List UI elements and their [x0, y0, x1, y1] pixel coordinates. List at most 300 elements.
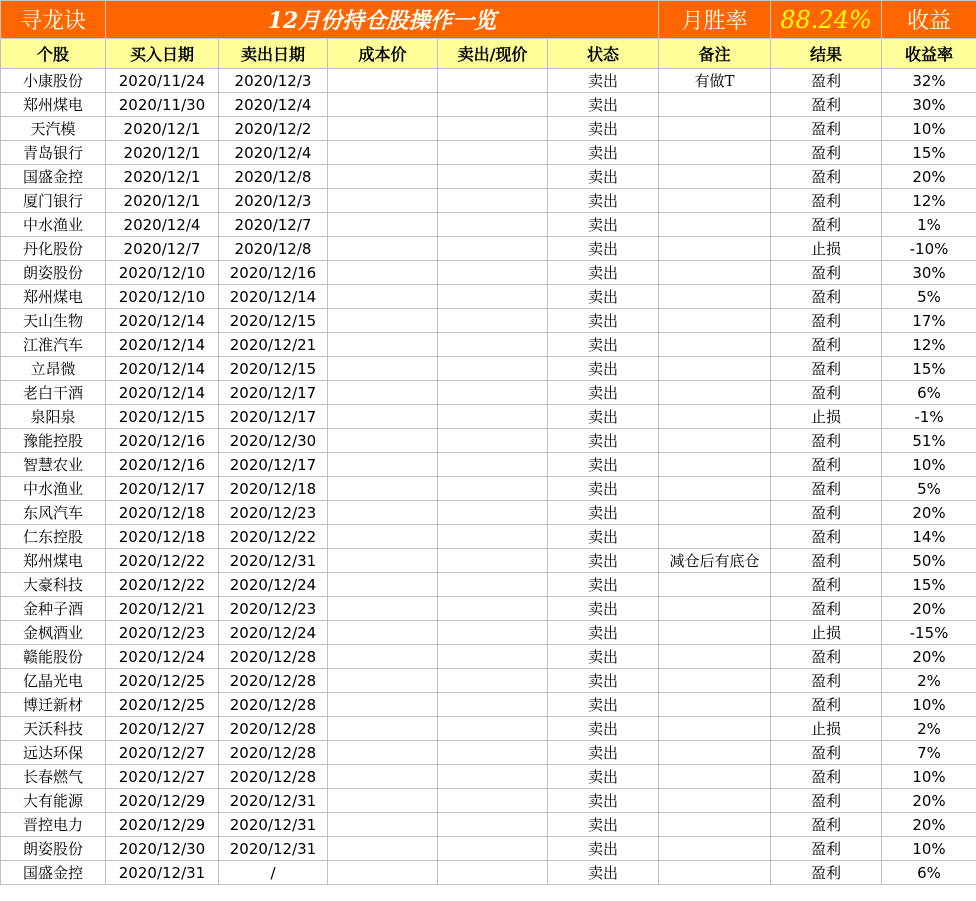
cell-stock[interactable]: 远达环保 [1, 741, 106, 765]
cell-sell-date[interactable]: 2020/12/30 [219, 429, 328, 453]
cell-stock[interactable]: 郑州煤电 [1, 549, 106, 573]
cell-result[interactable]: 盈利 [771, 549, 882, 573]
cell-stock[interactable]: 智慧农业 [1, 453, 106, 477]
cell-note[interactable] [659, 189, 771, 213]
cell-result[interactable]: 盈利 [771, 789, 882, 813]
cell-sell-date[interactable]: 2020/12/3 [219, 189, 328, 213]
cell-rate[interactable]: 30% [882, 93, 976, 117]
cell-cost[interactable] [328, 525, 438, 549]
cell-status[interactable]: 卖出 [548, 597, 659, 621]
cell-rate[interactable]: 1% [882, 213, 976, 237]
cell-rate[interactable]: 17% [882, 309, 976, 333]
cell-result[interactable]: 盈利 [771, 69, 882, 93]
cell-rate[interactable]: 10% [882, 837, 976, 861]
cell-stock[interactable]: 立昂微 [1, 357, 106, 381]
cell-rate[interactable]: 51% [882, 429, 976, 453]
cell-price[interactable] [438, 573, 548, 597]
cell-result[interactable]: 盈利 [771, 357, 882, 381]
cell-sell-date[interactable]: 2020/12/24 [219, 573, 328, 597]
cell-note[interactable] [659, 789, 771, 813]
cell-rate[interactable]: 20% [882, 813, 976, 837]
cell-buy-date[interactable]: 2020/12/14 [106, 333, 219, 357]
cell-sell-date[interactable]: 2020/12/8 [219, 237, 328, 261]
cell-note[interactable] [659, 429, 771, 453]
cell-cost[interactable] [328, 861, 438, 885]
cell-rate[interactable]: 2% [882, 669, 976, 693]
cell-status[interactable]: 卖出 [548, 549, 659, 573]
cell-note[interactable]: 减仓后有底仓 [659, 549, 771, 573]
cell-sell-date[interactable]: 2020/12/28 [219, 645, 328, 669]
cell-stock[interactable]: 国盛金控 [1, 165, 106, 189]
cell-cost[interactable] [328, 501, 438, 525]
cell-sell-date[interactable]: 2020/12/28 [219, 741, 328, 765]
cell-result[interactable]: 止损 [771, 621, 882, 645]
cell-status[interactable]: 卖出 [548, 765, 659, 789]
cell-stock[interactable]: 郑州煤电 [1, 285, 106, 309]
cell-result[interactable]: 盈利 [771, 117, 882, 141]
cell-note[interactable] [659, 213, 771, 237]
cell-note[interactable] [659, 669, 771, 693]
cell-buy-date[interactable]: 2020/12/25 [106, 669, 219, 693]
cell-sell-date[interactable]: 2020/12/31 [219, 813, 328, 837]
cell-cost[interactable] [328, 165, 438, 189]
cell-result[interactable]: 盈利 [771, 765, 882, 789]
cell-rate[interactable]: 12% [882, 189, 976, 213]
cell-sell-date[interactable]: 2020/12/4 [219, 93, 328, 117]
cell-buy-date[interactable]: 2020/12/1 [106, 189, 219, 213]
cell-status[interactable]: 卖出 [548, 309, 659, 333]
cell-status[interactable]: 卖出 [548, 285, 659, 309]
cell-stock[interactable]: 朗姿股份 [1, 261, 106, 285]
cell-sell-date[interactable]: 2020/12/31 [219, 549, 328, 573]
cell-rate[interactable]: 10% [882, 117, 976, 141]
cell-price[interactable] [438, 789, 548, 813]
cell-note[interactable] [659, 693, 771, 717]
cell-status[interactable]: 卖出 [548, 645, 659, 669]
cell-cost[interactable] [328, 261, 438, 285]
cell-status[interactable]: 卖出 [548, 693, 659, 717]
cell-cost[interactable] [328, 573, 438, 597]
cell-buy-date[interactable]: 2020/12/30 [106, 837, 219, 861]
cell-buy-date[interactable]: 2020/12/25 [106, 693, 219, 717]
cell-sell-date[interactable]: 2020/12/3 [219, 69, 328, 93]
cell-buy-date[interactable]: 2020/12/10 [106, 285, 219, 309]
cell-note[interactable] [659, 501, 771, 525]
cell-stock[interactable]: 厦门银行 [1, 189, 106, 213]
cell-cost[interactable] [328, 549, 438, 573]
cell-status[interactable]: 卖出 [548, 237, 659, 261]
cell-rate[interactable]: 50% [882, 549, 976, 573]
cell-note[interactable] [659, 237, 771, 261]
cell-status[interactable]: 卖出 [548, 333, 659, 357]
cell-buy-date[interactable]: 2020/11/24 [106, 69, 219, 93]
cell-result[interactable]: 盈利 [771, 309, 882, 333]
cell-result[interactable]: 盈利 [771, 861, 882, 885]
cell-note[interactable] [659, 333, 771, 357]
cell-price[interactable] [438, 477, 548, 501]
cell-sell-date[interactable]: 2020/12/21 [219, 333, 328, 357]
cell-status[interactable]: 卖出 [548, 69, 659, 93]
cell-note[interactable] [659, 381, 771, 405]
cell-price[interactable] [438, 597, 548, 621]
cell-stock[interactable]: 大豪科技 [1, 573, 106, 597]
cell-price[interactable] [438, 693, 548, 717]
cell-note[interactable] [659, 645, 771, 669]
cell-sell-date[interactable]: 2020/12/28 [219, 693, 328, 717]
cell-stock[interactable]: 丹化股份 [1, 237, 106, 261]
cell-result[interactable]: 盈利 [771, 453, 882, 477]
cell-note[interactable] [659, 165, 771, 189]
cell-buy-date[interactable]: 2020/12/21 [106, 597, 219, 621]
cell-stock[interactable]: 豫能控股 [1, 429, 106, 453]
cell-status[interactable]: 卖出 [548, 117, 659, 141]
cell-result[interactable]: 盈利 [771, 525, 882, 549]
cell-stock[interactable]: 博迁新材 [1, 693, 106, 717]
cell-note[interactable] [659, 741, 771, 765]
cell-status[interactable]: 卖出 [548, 717, 659, 741]
cell-cost[interactable] [328, 93, 438, 117]
cell-result[interactable]: 盈利 [771, 381, 882, 405]
cell-rate[interactable]: 20% [882, 597, 976, 621]
cell-status[interactable]: 卖出 [548, 429, 659, 453]
cell-sell-date[interactable]: 2020/12/28 [219, 765, 328, 789]
cell-cost[interactable] [328, 837, 438, 861]
cell-note[interactable] [659, 309, 771, 333]
cell-sell-date[interactable]: 2020/12/31 [219, 789, 328, 813]
cell-cost[interactable] [328, 333, 438, 357]
cell-buy-date[interactable]: 2020/12/18 [106, 501, 219, 525]
cell-note[interactable] [659, 93, 771, 117]
cell-result[interactable]: 盈利 [771, 261, 882, 285]
cell-note[interactable] [659, 765, 771, 789]
cell-note[interactable] [659, 717, 771, 741]
cell-price[interactable] [438, 261, 548, 285]
cell-buy-date[interactable]: 2020/12/1 [106, 165, 219, 189]
cell-result[interactable]: 盈利 [771, 669, 882, 693]
cell-cost[interactable] [328, 765, 438, 789]
cell-buy-date[interactable]: 2020/12/22 [106, 549, 219, 573]
cell-result[interactable]: 盈利 [771, 837, 882, 861]
cell-note[interactable]: 有做T [659, 69, 771, 93]
cell-stock[interactable]: 大有能源 [1, 789, 106, 813]
cell-status[interactable]: 卖出 [548, 621, 659, 645]
cell-sell-date[interactable]: 2020/12/7 [219, 213, 328, 237]
cell-status[interactable]: 卖出 [548, 453, 659, 477]
cell-price[interactable] [438, 405, 548, 429]
cell-rate[interactable]: 6% [882, 861, 976, 885]
cell-sell-date[interactable]: 2020/12/24 [219, 621, 328, 645]
cell-result[interactable]: 盈利 [771, 501, 882, 525]
cell-stock[interactable]: 金枫酒业 [1, 621, 106, 645]
cell-status[interactable]: 卖出 [548, 813, 659, 837]
cell-rate[interactable]: -15% [882, 621, 976, 645]
cell-note[interactable] [659, 261, 771, 285]
cell-buy-date[interactable]: 2020/12/14 [106, 381, 219, 405]
cell-note[interactable] [659, 837, 771, 861]
cell-sell-date[interactable]: 2020/12/15 [219, 309, 328, 333]
cell-result[interactable]: 盈利 [771, 141, 882, 165]
cell-price[interactable] [438, 669, 548, 693]
cell-sell-date[interactable]: 2020/12/22 [219, 525, 328, 549]
cell-rate[interactable]: 5% [882, 285, 976, 309]
cell-result[interactable]: 止损 [771, 717, 882, 741]
cell-result[interactable]: 盈利 [771, 285, 882, 309]
cell-buy-date[interactable]: 2020/12/14 [106, 357, 219, 381]
cell-stock[interactable]: 天汽模 [1, 117, 106, 141]
cell-status[interactable]: 卖出 [548, 837, 659, 861]
cell-stock[interactable]: 晋控电力 [1, 813, 106, 837]
cell-rate[interactable]: 5% [882, 477, 976, 501]
cell-buy-date[interactable]: 2020/11/30 [106, 93, 219, 117]
cell-buy-date[interactable]: 2020/12/7 [106, 237, 219, 261]
cell-rate[interactable]: 32% [882, 69, 976, 93]
cell-price[interactable] [438, 861, 548, 885]
cell-sell-date[interactable]: 2020/12/16 [219, 261, 328, 285]
cell-stock[interactable]: 天山生物 [1, 309, 106, 333]
cell-buy-date[interactable]: 2020/12/1 [106, 117, 219, 141]
cell-price[interactable] [438, 717, 548, 741]
cell-sell-date[interactable]: 2020/12/17 [219, 381, 328, 405]
cell-cost[interactable] [328, 741, 438, 765]
cell-note[interactable] [659, 477, 771, 501]
cell-price[interactable] [438, 741, 548, 765]
cell-buy-date[interactable]: 2020/12/14 [106, 309, 219, 333]
cell-status[interactable]: 卖出 [548, 789, 659, 813]
cell-buy-date[interactable]: 2020/12/15 [106, 405, 219, 429]
cell-price[interactable] [438, 357, 548, 381]
cell-buy-date[interactable]: 2020/12/10 [106, 261, 219, 285]
cell-result[interactable]: 盈利 [771, 165, 882, 189]
cell-price[interactable] [438, 525, 548, 549]
cell-rate[interactable]: 20% [882, 501, 976, 525]
cell-rate[interactable]: 14% [882, 525, 976, 549]
cell-price[interactable] [438, 453, 548, 477]
cell-stock[interactable]: 泉阳泉 [1, 405, 106, 429]
cell-stock[interactable]: 江淮汽车 [1, 333, 106, 357]
cell-cost[interactable] [328, 477, 438, 501]
cell-stock[interactable]: 朗姿股份 [1, 837, 106, 861]
cell-rate[interactable]: 20% [882, 789, 976, 813]
cell-buy-date[interactable]: 2020/12/27 [106, 765, 219, 789]
cell-cost[interactable] [328, 213, 438, 237]
cell-cost[interactable] [328, 357, 438, 381]
cell-buy-date[interactable]: 2020/12/1 [106, 141, 219, 165]
cell-stock[interactable]: 中水渔业 [1, 213, 106, 237]
cell-cost[interactable] [328, 429, 438, 453]
cell-sell-date[interactable]: 2020/12/14 [219, 285, 328, 309]
cell-price[interactable] [438, 429, 548, 453]
cell-stock[interactable]: 青岛银行 [1, 141, 106, 165]
cell-price[interactable] [438, 549, 548, 573]
cell-sell-date[interactable]: 2020/12/28 [219, 669, 328, 693]
cell-rate[interactable]: 15% [882, 357, 976, 381]
cell-sell-date[interactable]: 2020/12/23 [219, 597, 328, 621]
cell-stock[interactable]: 中水渔业 [1, 477, 106, 501]
cell-result[interactable]: 盈利 [771, 333, 882, 357]
cell-price[interactable] [438, 213, 548, 237]
cell-price[interactable] [438, 765, 548, 789]
cell-stock[interactable]: 东风汽车 [1, 501, 106, 525]
cell-result[interactable]: 盈利 [771, 213, 882, 237]
cell-price[interactable] [438, 813, 548, 837]
cell-price[interactable] [438, 237, 548, 261]
cell-result[interactable]: 盈利 [771, 645, 882, 669]
cell-status[interactable]: 卖出 [548, 93, 659, 117]
cell-result[interactable]: 盈利 [771, 741, 882, 765]
cell-rate[interactable]: 2% [882, 717, 976, 741]
cell-buy-date[interactable]: 2020/12/29 [106, 813, 219, 837]
cell-cost[interactable] [328, 141, 438, 165]
cell-buy-date[interactable]: 2020/12/22 [106, 573, 219, 597]
cell-rate[interactable]: 15% [882, 141, 976, 165]
cell-sell-date[interactable]: 2020/12/4 [219, 141, 328, 165]
cell-cost[interactable] [328, 693, 438, 717]
cell-note[interactable] [659, 861, 771, 885]
cell-price[interactable] [438, 837, 548, 861]
cell-result[interactable]: 盈利 [771, 597, 882, 621]
cell-price[interactable] [438, 117, 548, 141]
cell-cost[interactable] [328, 717, 438, 741]
cell-price[interactable] [438, 285, 548, 309]
cell-note[interactable] [659, 141, 771, 165]
cell-status[interactable]: 卖出 [548, 669, 659, 693]
cell-stock[interactable]: 仁东控股 [1, 525, 106, 549]
cell-status[interactable]: 卖出 [548, 501, 659, 525]
cell-rate[interactable]: 10% [882, 453, 976, 477]
cell-cost[interactable] [328, 669, 438, 693]
cell-buy-date[interactable]: 2020/12/18 [106, 525, 219, 549]
cell-cost[interactable] [328, 237, 438, 261]
cell-result[interactable]: 止损 [771, 405, 882, 429]
cell-rate[interactable]: 30% [882, 261, 976, 285]
cell-cost[interactable] [328, 189, 438, 213]
cell-note[interactable] [659, 285, 771, 309]
cell-note[interactable] [659, 453, 771, 477]
cell-buy-date[interactable]: 2020/12/27 [106, 741, 219, 765]
cell-stock[interactable]: 赣能股份 [1, 645, 106, 669]
cell-stock[interactable]: 小康股份 [1, 69, 106, 93]
cell-buy-date[interactable]: 2020/12/29 [106, 789, 219, 813]
cell-price[interactable] [438, 645, 548, 669]
cell-note[interactable] [659, 405, 771, 429]
cell-price[interactable] [438, 381, 548, 405]
cell-buy-date[interactable]: 2020/12/23 [106, 621, 219, 645]
cell-status[interactable]: 卖出 [548, 357, 659, 381]
cell-cost[interactable] [328, 453, 438, 477]
cell-status[interactable]: 卖出 [548, 861, 659, 885]
cell-stock[interactable]: 天沃科技 [1, 717, 106, 741]
cell-sell-date[interactable]: 2020/12/28 [219, 717, 328, 741]
cell-stock[interactable]: 金种子酒 [1, 597, 106, 621]
cell-price[interactable] [438, 189, 548, 213]
cell-note[interactable] [659, 525, 771, 549]
cell-note[interactable] [659, 813, 771, 837]
cell-rate[interactable]: -1% [882, 405, 976, 429]
cell-sell-date[interactable]: 2020/12/15 [219, 357, 328, 381]
cell-cost[interactable] [328, 813, 438, 837]
cell-sell-date[interactable]: 2020/12/17 [219, 453, 328, 477]
cell-rate[interactable]: 20% [882, 645, 976, 669]
cell-price[interactable] [438, 141, 548, 165]
cell-sell-date[interactable]: 2020/12/18 [219, 477, 328, 501]
cell-buy-date[interactable]: 2020/12/27 [106, 717, 219, 741]
cell-status[interactable]: 卖出 [548, 381, 659, 405]
cell-buy-date[interactable]: 2020/12/17 [106, 477, 219, 501]
cell-rate[interactable]: 20% [882, 165, 976, 189]
cell-result[interactable]: 盈利 [771, 693, 882, 717]
cell-stock[interactable]: 国盛金控 [1, 861, 106, 885]
cell-sell-date[interactable]: 2020/12/2 [219, 117, 328, 141]
cell-status[interactable]: 卖出 [548, 141, 659, 165]
cell-price[interactable] [438, 309, 548, 333]
cell-cost[interactable] [328, 117, 438, 141]
cell-result[interactable]: 盈利 [771, 429, 882, 453]
cell-cost[interactable] [328, 309, 438, 333]
cell-status[interactable]: 卖出 [548, 165, 659, 189]
cell-result[interactable]: 盈利 [771, 477, 882, 501]
cell-rate[interactable]: 6% [882, 381, 976, 405]
cell-rate[interactable]: 10% [882, 693, 976, 717]
cell-rate[interactable]: 12% [882, 333, 976, 357]
cell-price[interactable] [438, 333, 548, 357]
cell-stock[interactable]: 郑州煤电 [1, 93, 106, 117]
cell-result[interactable]: 止损 [771, 237, 882, 261]
cell-cost[interactable] [328, 645, 438, 669]
cell-note[interactable] [659, 117, 771, 141]
cell-buy-date[interactable]: 2020/12/16 [106, 429, 219, 453]
cell-note[interactable] [659, 621, 771, 645]
cell-status[interactable]: 卖出 [548, 573, 659, 597]
cell-status[interactable]: 卖出 [548, 261, 659, 285]
cell-price[interactable] [438, 165, 548, 189]
cell-buy-date[interactable]: 2020/12/24 [106, 645, 219, 669]
cell-result[interactable]: 盈利 [771, 573, 882, 597]
cell-cost[interactable] [328, 405, 438, 429]
cell-status[interactable]: 卖出 [548, 741, 659, 765]
cell-status[interactable]: 卖出 [548, 189, 659, 213]
cell-sell-date[interactable]: / [219, 861, 328, 885]
cell-sell-date[interactable]: 2020/12/8 [219, 165, 328, 189]
cell-status[interactable]: 卖出 [548, 405, 659, 429]
cell-price[interactable] [438, 501, 548, 525]
cell-sell-date[interactable]: 2020/12/17 [219, 405, 328, 429]
cell-cost[interactable] [328, 285, 438, 309]
cell-cost[interactable] [328, 621, 438, 645]
cell-rate[interactable]: -10% [882, 237, 976, 261]
cell-rate[interactable]: 7% [882, 741, 976, 765]
cell-note[interactable] [659, 573, 771, 597]
cell-buy-date[interactable]: 2020/12/16 [106, 453, 219, 477]
cell-cost[interactable] [328, 597, 438, 621]
cell-buy-date[interactable]: 2020/12/4 [106, 213, 219, 237]
cell-cost[interactable] [328, 789, 438, 813]
cell-price[interactable] [438, 621, 548, 645]
cell-price[interactable] [438, 93, 548, 117]
cell-status[interactable]: 卖出 [548, 213, 659, 237]
cell-note[interactable] [659, 597, 771, 621]
cell-sell-date[interactable]: 2020/12/31 [219, 837, 328, 861]
cell-price[interactable] [438, 69, 548, 93]
cell-result[interactable]: 盈利 [771, 93, 882, 117]
cell-result[interactable]: 盈利 [771, 813, 882, 837]
cell-result[interactable]: 盈利 [771, 189, 882, 213]
cell-status[interactable]: 卖出 [548, 525, 659, 549]
cell-rate[interactable]: 15% [882, 573, 976, 597]
cell-stock[interactable]: 老白干酒 [1, 381, 106, 405]
cell-rate[interactable]: 10% [882, 765, 976, 789]
cell-cost[interactable] [328, 381, 438, 405]
cell-stock[interactable]: 亿晶光电 [1, 669, 106, 693]
